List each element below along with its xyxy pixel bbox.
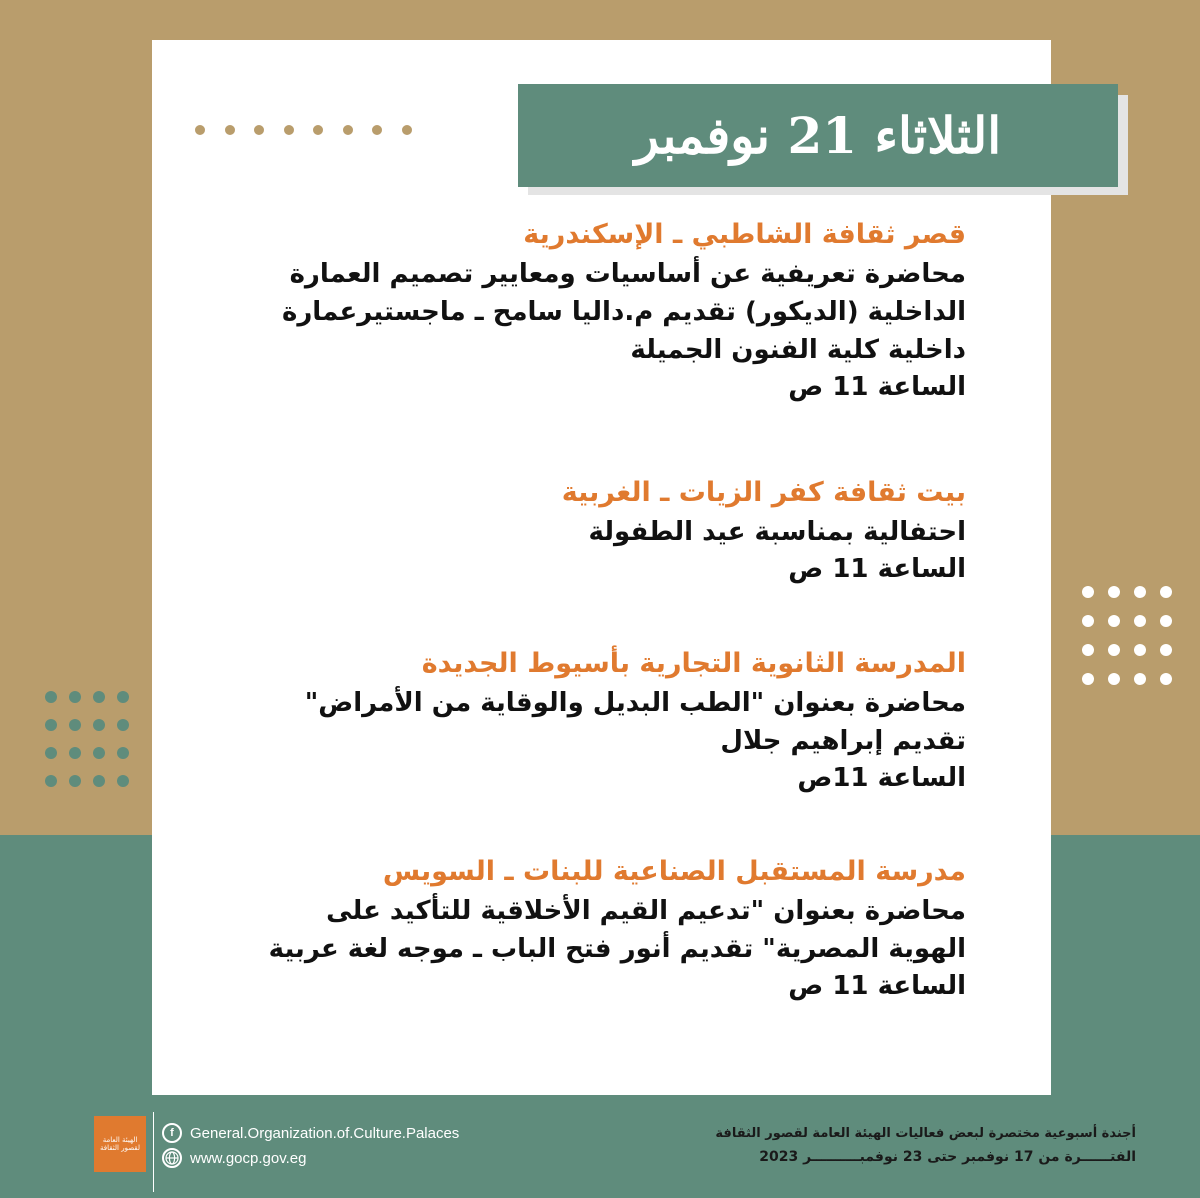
dot xyxy=(1134,644,1146,656)
event-item xyxy=(260,473,966,587)
dot xyxy=(69,691,81,703)
agenda-title: أجندة أسبوعية مختصرة لبعض فعاليات الهيئة العامة لقصور الثقافة xyxy=(715,1126,1136,1141)
dot xyxy=(343,125,353,135)
dot xyxy=(1082,673,1094,685)
dot xyxy=(254,125,264,135)
date-header xyxy=(518,84,1118,187)
dot xyxy=(1082,644,1094,656)
event-time: الساعة 11 ص xyxy=(788,971,966,1001)
dot xyxy=(1160,586,1172,598)
event-description: محاضرة بعنوان "الطب البديل والوقاية من الأمراض" تقديم إبراهيم جلال xyxy=(304,688,966,756)
dot xyxy=(1134,586,1146,598)
dot xyxy=(1108,644,1120,656)
footer-divider xyxy=(153,1112,154,1192)
dot xyxy=(45,691,57,703)
dot xyxy=(313,125,323,135)
dot xyxy=(117,775,129,787)
organization-logo xyxy=(94,1116,146,1172)
dot xyxy=(1108,586,1120,598)
event-time: الساعة 11ص xyxy=(797,763,966,793)
event-venue: بيت ثقافة كفر الزيات ـ الغربية xyxy=(561,477,966,508)
dot xyxy=(93,691,105,703)
dot xyxy=(1160,673,1172,685)
dot xyxy=(1134,615,1146,627)
dot xyxy=(284,125,294,135)
event-time: الساعة 11 ص xyxy=(788,372,966,402)
facebook-handle: General.Organization.of.Culture.Palaces xyxy=(190,1124,460,1142)
logo-text: الهيئة العامة لقصور الثقافة xyxy=(100,1136,140,1152)
dot xyxy=(117,747,129,759)
globe-icon xyxy=(162,1148,182,1168)
dot xyxy=(1082,615,1094,627)
dot xyxy=(45,775,57,787)
dot xyxy=(93,775,105,787)
facebook-link[interactable] xyxy=(162,1123,459,1143)
dot xyxy=(195,125,205,135)
website-url: www.gocp.gov.eg xyxy=(190,1149,307,1167)
dot xyxy=(1108,673,1120,685)
decorative-dots-left xyxy=(45,691,129,787)
dot xyxy=(45,719,57,731)
dot xyxy=(93,747,105,759)
event-venue: مدرسة المستقبل الصناعية للبنات ـ السويس xyxy=(382,856,966,887)
dot xyxy=(117,719,129,731)
decorative-dots-right xyxy=(1082,586,1172,685)
dot xyxy=(93,719,105,731)
dot xyxy=(372,125,382,135)
website-link[interactable] xyxy=(162,1148,306,1168)
dot xyxy=(225,125,235,135)
dot xyxy=(402,125,412,135)
dot xyxy=(1082,586,1094,598)
agenda-caption xyxy=(715,1123,1136,1169)
event-description: محاضرة تعريفية عن أساسيات ومعايير تصميم العمارة الداخلية (الديكور) تقديم م.داليا سامح ـ ماجستيرعمارة داخلية كلية الفنون الجميلة xyxy=(281,259,966,365)
dot xyxy=(69,719,81,731)
decorative-dots-top xyxy=(195,125,412,135)
dot xyxy=(1160,644,1172,656)
event-item xyxy=(260,215,966,405)
dot xyxy=(69,747,81,759)
event-description: محاضرة بعنوان "تدعيم القيم الأخلاقية للتأكيد على الهوية المصرية" تقديم أنور فتح الباب ـ موجه لغة عربية xyxy=(268,896,966,964)
page-title: الثلاثاء 21 نوفمبر xyxy=(634,106,1002,165)
event-venue: المدرسة الثانوية التجارية بأسيوط الجديدة xyxy=(421,648,966,679)
dot xyxy=(1108,615,1120,627)
dot xyxy=(1134,673,1146,685)
event-item xyxy=(260,644,966,796)
agenda-period: الفتــــــرة من 17 نوفمبر حتى 23 نوفمبــــــــــر 2023 xyxy=(759,1149,1136,1165)
dot xyxy=(69,775,81,787)
event-time: الساعة 11 ص xyxy=(788,554,966,584)
dot xyxy=(117,691,129,703)
dot xyxy=(45,747,57,759)
facebook-icon: f xyxy=(162,1123,182,1143)
dot xyxy=(1160,615,1172,627)
event-venue: قصر ثقافة الشاطبي ـ الإسكندرية xyxy=(523,219,966,250)
event-description: احتفالية بمناسبة عيد الطفولة xyxy=(588,517,966,547)
event-item xyxy=(260,852,966,1004)
